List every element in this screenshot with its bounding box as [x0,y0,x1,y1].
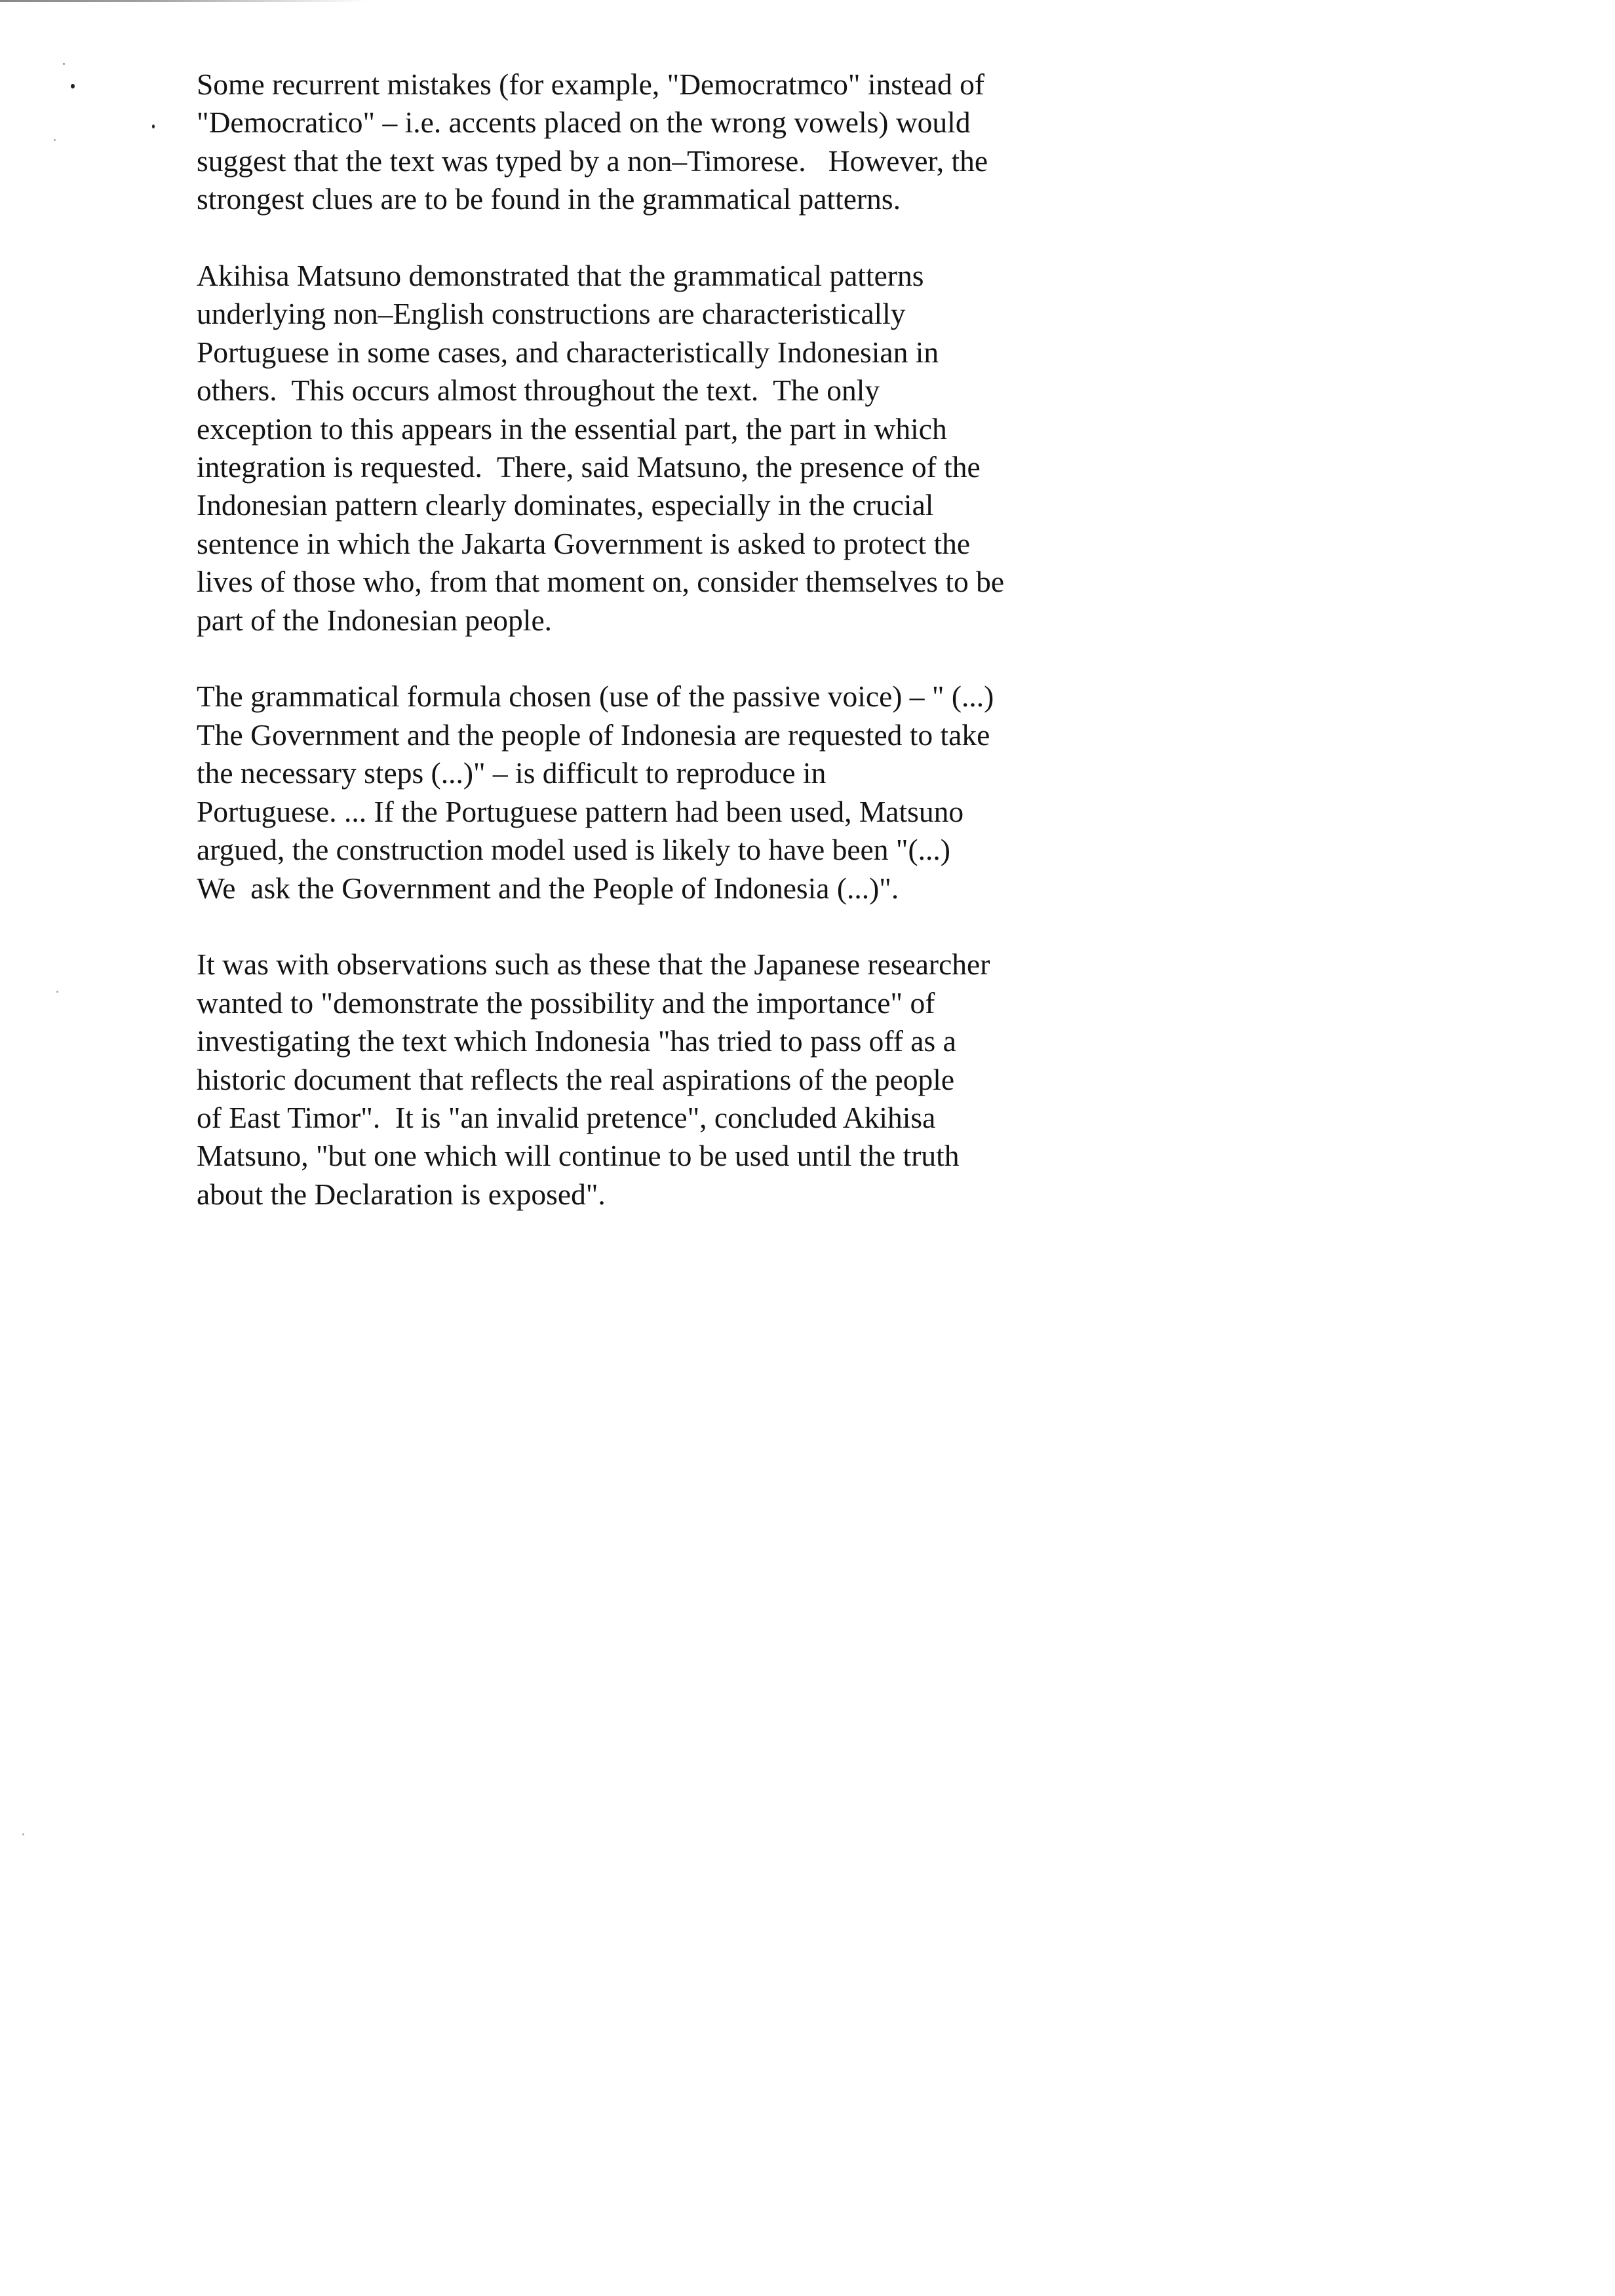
text-line: Portuguese in some cases, and characteristically Indonesian in [197,335,939,369]
text-line: The grammatical formula chosen (use of the passive voice) – " (...) [197,679,994,714]
text-line: Portuguese. ... If the Portuguese pattern had been used, Matsuno [197,794,964,828]
text-line: historic document that reflects the real aspirations of the people [197,1062,955,1096]
text-line: of East Timor". It is "an invalid pretence", concluded Akihisa [197,1100,936,1134]
text-line: We ask the Government and the People of Indonesia (...)". [197,871,899,905]
text-line: underlying non–English constructions are characteristically [197,297,906,331]
text-line: integration is requested. There, said Matsuno, the presence of the [197,450,981,484]
paragraph-3 [197,678,1350,907]
text-line: lives of those who, from that moment on, consider themselves to be [197,565,1005,599]
scan-speck [22,1833,24,1835]
document-body [197,66,1350,1252]
text-line: Some recurrent mistakes (for example, "Democratmco" instead of [197,67,985,101]
text-line: exception to this appears in the essential part, the part in which [197,411,947,446]
scan-speck [56,991,58,993]
text-line: argued, the construction model used is likely to have been "(...) [197,833,950,867]
paragraph-2 [197,257,1350,640]
text-line: Matsuno, "but one which will continue to be used until the truth [197,1139,960,1173]
text-line: the necessary steps (...)" – is difficult to reproduce in [197,756,827,790]
text-line: suggest that the text was typed by a non–Timorese. However, the [197,144,988,178]
text-line: about the Declaration is exposed". [197,1177,606,1211]
text-line: part of the Indonesian people. [197,603,553,637]
text-line: It was with observations such as these that the Japanese researcher [197,947,990,982]
scan-speck [152,124,155,128]
scan-speck [63,63,65,65]
text-line: wanted to "demonstrate the possibility and the importance" of [197,985,935,1020]
text-line: strongest clues are to be found in the grammatical patterns. [197,182,901,216]
paragraph-4 [197,946,1350,1214]
scan-speck [54,139,56,141]
scan-speck [71,84,75,88]
text-line: The Government and the people of Indonesia are requested to take [197,718,990,752]
text-line: sentence in which the Jakarta Government is asked to protect the [197,526,971,560]
text-line: investigating the text which Indonesia "has tried to pass off as a [197,1024,956,1058]
paragraph-1 [197,66,1350,219]
text-line: Indonesian pattern clearly dominates, especially in the crucial [197,488,934,522]
text-line: Akihisa Matsuno demonstrated that the grammatical patterns [197,259,924,293]
scan-top-edge [0,0,367,2]
text-line: others. This occurs almost throughout the text. The only [197,373,880,408]
text-line: "Democratico" – i.e. accents placed on the wrong vowels) would [197,105,971,140]
